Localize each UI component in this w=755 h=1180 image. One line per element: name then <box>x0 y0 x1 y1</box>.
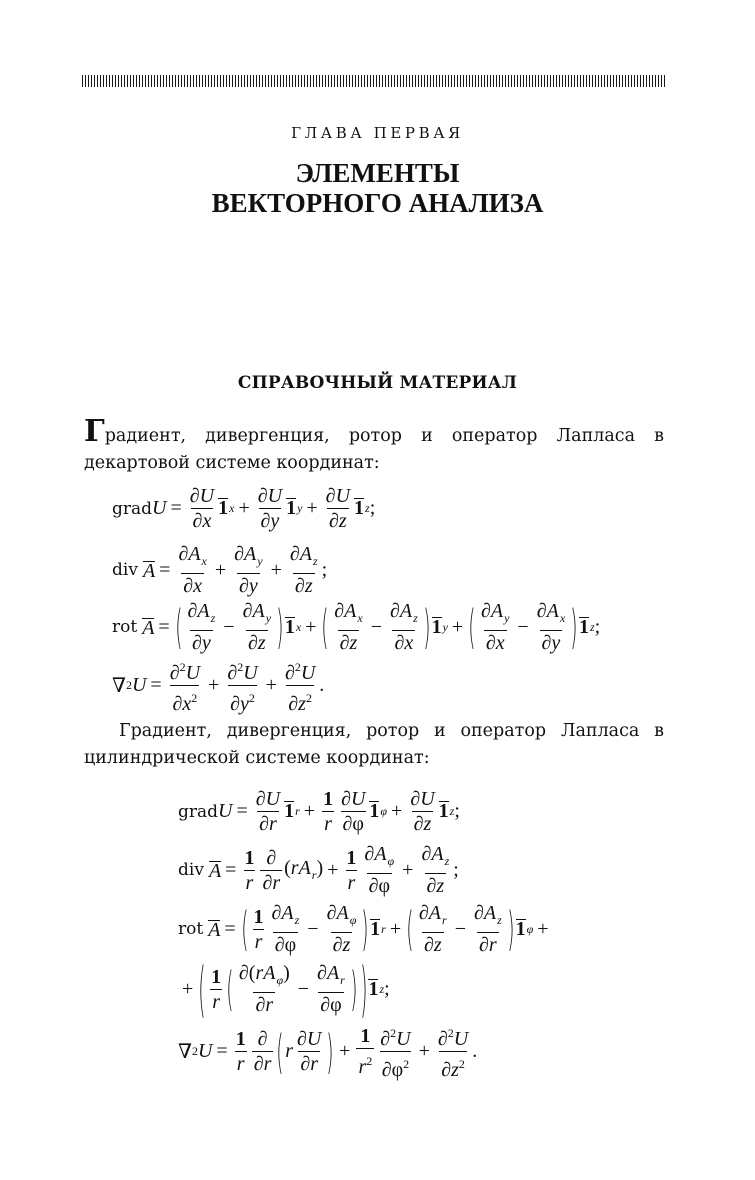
equation-rot-cylindrical-line2: + ( $\frac{1}{r}$ ( $\frac{\partial(rA_\varphi)}{\partial r}$ − $\frac{\partial A_r}{\partial\varphi}$ ) ) 1 z ; <box>182 953 390 1025</box>
chapter-title <box>0 158 755 218</box>
chapter-title-line1: ЭЛЕМЕНТЫ <box>295 158 460 188</box>
section-heading: СПРАВОЧНЫЙ МАТЕРИАЛ <box>237 373 518 393</box>
grad-label: grad <box>112 498 153 519</box>
equation-grad-cartesian: grad U = $\frac{\partial U}{\partial x}$ 1 x + $\frac{\partial U}{\partial y}$ 1 y + $\frac{\partial U}{\partial z}$ 1 z ; <box>112 485 376 532</box>
nabla-symbol: ∇ <box>178 1041 192 1063</box>
equation-grad-cylindrical: grad U = $\frac{\partial U}{\partial r}$ 1 r + $\frac{1}{r}$ $\frac{\partial U}{\partial\varphi}$ 1 φ + $\frac{\partial U}{\partial z}$ 1 z ; <box>178 788 460 835</box>
div-label: div <box>112 560 138 580</box>
rot-label: rot <box>112 617 138 637</box>
drop-cap: Г <box>84 414 105 449</box>
equation-laplace-cartesian: ∇ 2 U = $\frac{\partial^2U}{\partial x^2}$ + $\frac{\partial^2U}{\partial y^2}$ + $\frac{\partial^2U}{\partial z^2}$ . <box>112 660 325 715</box>
equation-div-cartesian: div A = $\frac{\partial A_x}{\partial x}$ + $\frac{\partial A_y}{\partial y}$ + $\frac{\partial A_z}{\partial z}$ ; <box>112 543 328 597</box>
equation-rot-cartesian: rot A = ( $\frac{\partial A_z}{\partial y}$ − $\frac{\partial A_y}{\partial z}$ ) 1 x + ( $\frac{\partial A_x}{\partial z}$ − $\frac{\partial A_z}{\partial x}$ ) 1 y + ( $\frac{\partial A_y}{\partial x}$ − $\frac{\partial A_x}{\partial y}$ ) 1 z ; <box>112 599 601 655</box>
nabla-symbol: ∇ <box>112 675 126 697</box>
chapter-title-line2: ВЕКТОРНОГО АНАЛИЗА <box>211 188 544 218</box>
equation-div-cylindrical: div A = $\frac{1}{r}$ $\frac{\partial}{\partial r}$ $(rA_r)$ + $\frac{1}{r}$ $\frac{\partial A_\varphi}{\partial\varphi}$ + $\frac{\partial A_z}{\partial z}$ ; <box>178 843 459 897</box>
paragraph-cylindrical: Градиент, дивергенция, ротор и оператор Лапласа в цилиндрической системе координат: <box>84 721 664 768</box>
header-rule <box>82 75 665 87</box>
equation-rot-cylindrical-line1: rot A = ( $\frac{1}{r}$ $\frac{\partial A_z}{\partial\varphi}$ − $\frac{\partial A_\varphi}{\partial z}$ ) 1 r + ( $\frac{\partial A_r}{\partial z}$ − $\frac{\partial A_z}{\partial r}$ ) 1 φ + <box>178 901 549 957</box>
rot-label: rot <box>178 919 204 939</box>
chapter-label: ГЛАВА ПЕРВАЯ <box>291 124 464 142</box>
equation-laplace-cylindrical: ∇ 2 U = $\frac{1}{r}$ $\frac{\partial}{\partial r}$ ( r $\frac{\partial U}{\partial r}$ ) + $\frac{1}{r^2}$ $\frac{\partial^2U}{\partial\varphi^2}$ + $\frac{\partial^2U}{\partial z^2}$ . <box>178 1023 478 1081</box>
grad-label: grad <box>178 801 219 822</box>
paragraph-cartesian <box>84 414 664 477</box>
paragraph-cartesian-text: радиент, дивергенция, ротор и оператор Лапласа в декартовой системе координат: <box>84 426 664 473</box>
div-label: div <box>178 860 204 880</box>
